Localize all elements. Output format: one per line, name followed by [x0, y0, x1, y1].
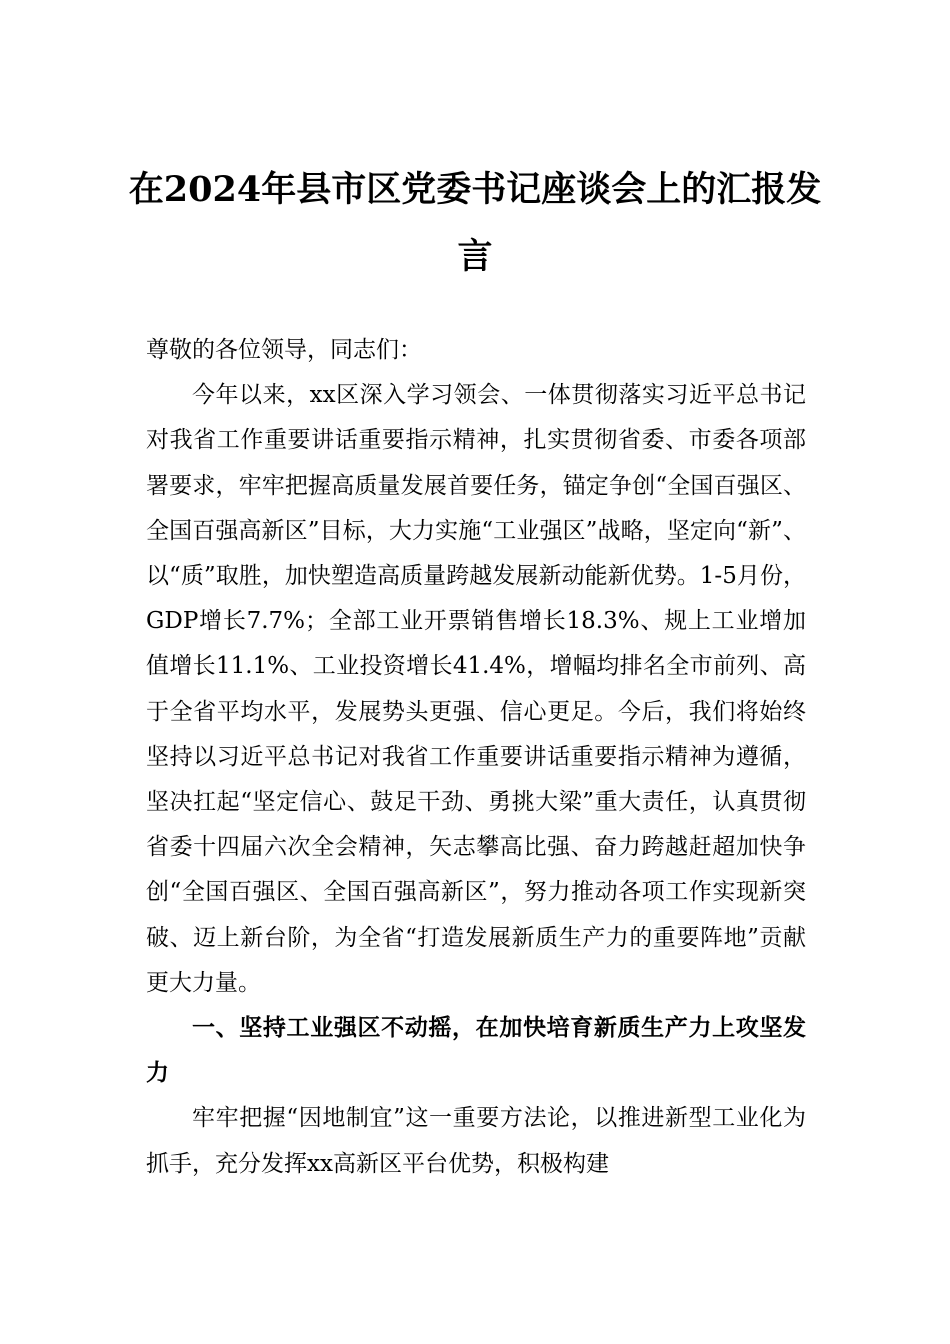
document-body — [146, 328, 806, 1187]
document-title: 在2024年县市区党委书记座谈会上的汇报发言 — [128, 169, 822, 277]
salutation: 尊敬的各位领导，同志们： — [146, 337, 422, 363]
section-heading: 一、坚持工业强区不动摇，在加快培育新质生产力上攻坚发力 — [146, 1015, 806, 1087]
intro-paragraph: 今年以来，xx区深入学习领会、一体贯彻落实习近平总书记对我省工作重要讲话重要指示精神，扎实贯彻省委、市委各项部署要求，牢牢把握高质量发展首要任务，锚定争创“全国百强区、全国百强高新区”目标，大力实施“工业强区”战略，坚定向“新”、以“质”取胜，加快塑造高质量跨越发展新动能新优势。1-5月份，GDP增长7.7%；全部工业开票销售增长18.3%、规上工业增加值增长11.1%、工业投资增长41.4%，增幅均排名全市前列、高于全省平均水平，发展势头更强、信心更足。今后，我们将始终坚持以习近平总书记对我省工作重要讲话重要指示精神为遵循，坚决扛起“坚定信心、鼓足干劲、勇挑大梁”重大责任，认真贯彻省委十四届六次全会精神，矢志攀高比强、奋力跨越赶超加快争创“全国百强区、全国百强高新区”，努力推动各项工作实现新突破、迈上新台阶，为全省“打造发展新质生产力的重要阵地”贡献更大力量。 — [146, 382, 806, 996]
section-paragraph: 牢牢把握“因地制宜”这一重要方法论，以推进新型工业化为抓手，充分发挥xx高新区平台优势，积极构建 — [146, 1105, 806, 1177]
